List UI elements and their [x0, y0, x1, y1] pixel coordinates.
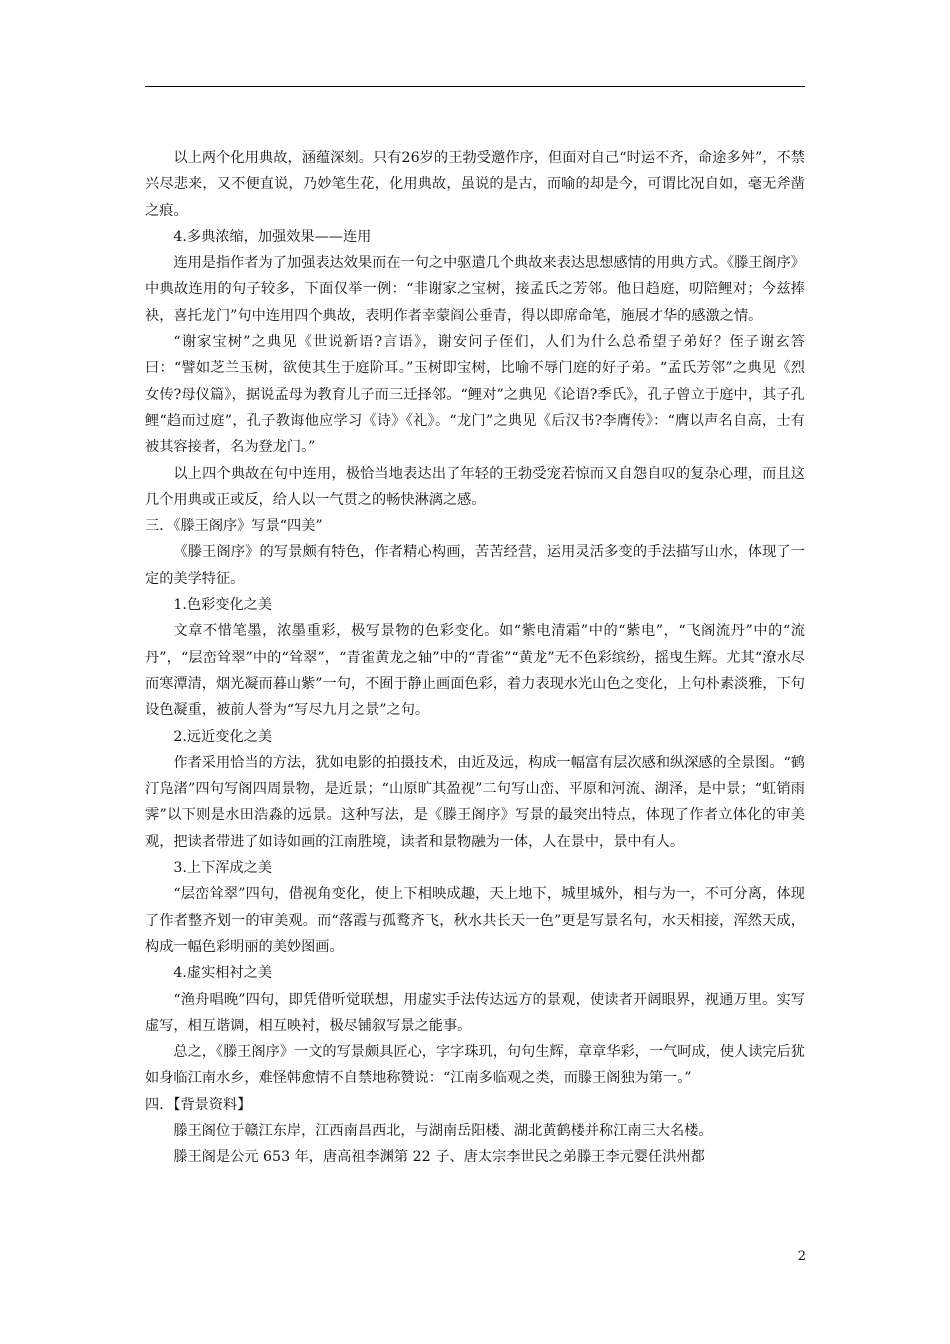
paragraph: 总之，《滕王阁序》一文的写景颇具匠心，字字珠玑，句句生辉，章章华彩，一气呵成，使人读完后犹如身临江南水乡，难怪韩愈情不自禁地称赞说：“江南多临观之类，而滕王阁独为第一。” — [145, 1044, 805, 1087]
paragraph: 4.多典浓缩，加强效果——连用 — [173, 228, 372, 245]
paragraph: 连用是指作者为了加强表达效果而在一句之中驱遣几个典故来表达思想感情的用典方式。《滕王阁序》中典故连用的句子较多，下面仅举一例：“非谢家之宝树，接孟氏之芳邻。他日趋庭，叨陪鲤对；今兹捧袂，喜托龙门”句中连用四个典故，表明作者幸蒙阎公垂青，得以即席命笔，施展才华的感激之情。 — [145, 255, 805, 324]
paragraph: 4.虚实相衬之美 — [173, 965, 273, 982]
paragraph: 四．【背景资料】 — [145, 1096, 252, 1113]
paragraph: “谢家宝树”之典见《世说新语?言语》，谢安问子侄们，人们为什么总希望子弟好？侄子谢玄答曰：“譬如芝兰玉树，欲使其生于庭阶耳。”玉树即宝树，比喻不辱门庭的好子弟。“孟氏芳邻”之典见《烈女传?母仪篇》，据说孟母为教育儿子而三迁择邻。“鲤对”之典见《论语?季氏》，孔子曾立于庭中，其子孔鲤“趋而过庭”，孔子教诲他应学习《诗》《礼》。“龙门”之典见《后汉书?李膺传》：“膺以声名自高，士有被其容接者，名为登龙门。” — [145, 334, 805, 456]
paragraph: 滕王阁是公元 653 年，唐高祖李渊第 22 子、唐太宗李世民之弟滕王李元婴任洪州都 — [173, 1149, 705, 1166]
paragraph: 滕王阁位于赣江东岸，江西南昌西北，与湖南岳阳楼、湖北黄鹤楼并称江南三大名楼。 — [173, 1122, 713, 1139]
paragraph: 以上四个典故在句中连用，极恰当地表达出了年轻的王勃受宠若惊而又自怨自叹的复杂心理，而且这几个用典或正或反，给人以一气贯之的畅快淋漓之感。 — [145, 465, 805, 508]
paragraph: 文章不惜笔墨，浓墨重彩，极写景物的色彩变化。如“紫电清霜”中的“紫电”，“飞阁流丹”中的“流丹”，“层峦耸翠”中的“耸翠”，“青雀黄龙之轴”中的“青雀”“黄龙”无不色彩缤纷，摇曳生辉。尤其“潦水尽而寒潭清，烟光凝而暮山紫”一句，不囿于静止画面色彩，着力表现水光山色之变化，上句朴素淡雅，下句设色凝重，被前人誉为“写尽九月之景”之句。 — [145, 623, 805, 719]
paragraph: 以上两个化用典故，涵蕴深刻。只有26岁的王勃受邀作序，但面对自己“时运不齐，命途多舛”，不禁兴尽悲来，又不便直说，乃妙笔生花，化用典故，虽说的是古，而喻的却是今，可谓比况自如，毫无斧凿之痕。 — [145, 150, 805, 219]
paragraph: 2.远近变化之美 — [173, 728, 273, 745]
paragraph: 三．《滕王阁序》写景“四美” — [145, 518, 323, 535]
paragraph: 1.色彩变化之美 — [173, 597, 273, 614]
page-number: 2 — [797, 1249, 806, 1264]
paragraph: 作者采用恰当的方法，犹如电影的拍摄技术，由近及远，构成一幅富有层次感和纵深感的全景图。“鹤汀凫渚”四句写阁四周景物，是近景；“山原旷其盈视”二句写山峦、平原和河流、湖泽，是中景；“虹销雨霁”以下则是水田浩淼的远景。这种写法，是《滕王阁序》写景的最突出特点，体现了作者立体化的审美观，把读者带进了如诗如画的江南胜境，读者和景物融为一体，人在景中，景中有人。 — [145, 754, 805, 850]
header-rule — [145, 86, 805, 87]
paragraph: “渔舟唱晚”四句，即凭借听觉联想，用虚实手法传达远方的景观，使读者开阔眼界，视通万里。实写虚写，相互谐调，相互映衬，极尽铺叙写景之能事。 — [145, 991, 805, 1034]
paragraph: 3.上下浑成之美 — [173, 860, 273, 877]
document-body — [145, 145, 805, 1171]
paragraph: 《滕王阁序》的写景颇有特色，作者精心构画，苦苦经营，运用灵活多变的手法描写山水，体现了一定的美学特征。 — [145, 544, 805, 587]
paragraph: “层峦耸翠”四句，借视角变化，使上下相映成趣，天上地下，城里城外，相与为一，不可分离，体现了作者整齐划一的审美观。而“落霞与孤鹜齐飞，秋水共长天一色”更是写景名句，水天相接，浑然天成，构成一幅色彩明丽的美妙图画。 — [145, 886, 805, 955]
